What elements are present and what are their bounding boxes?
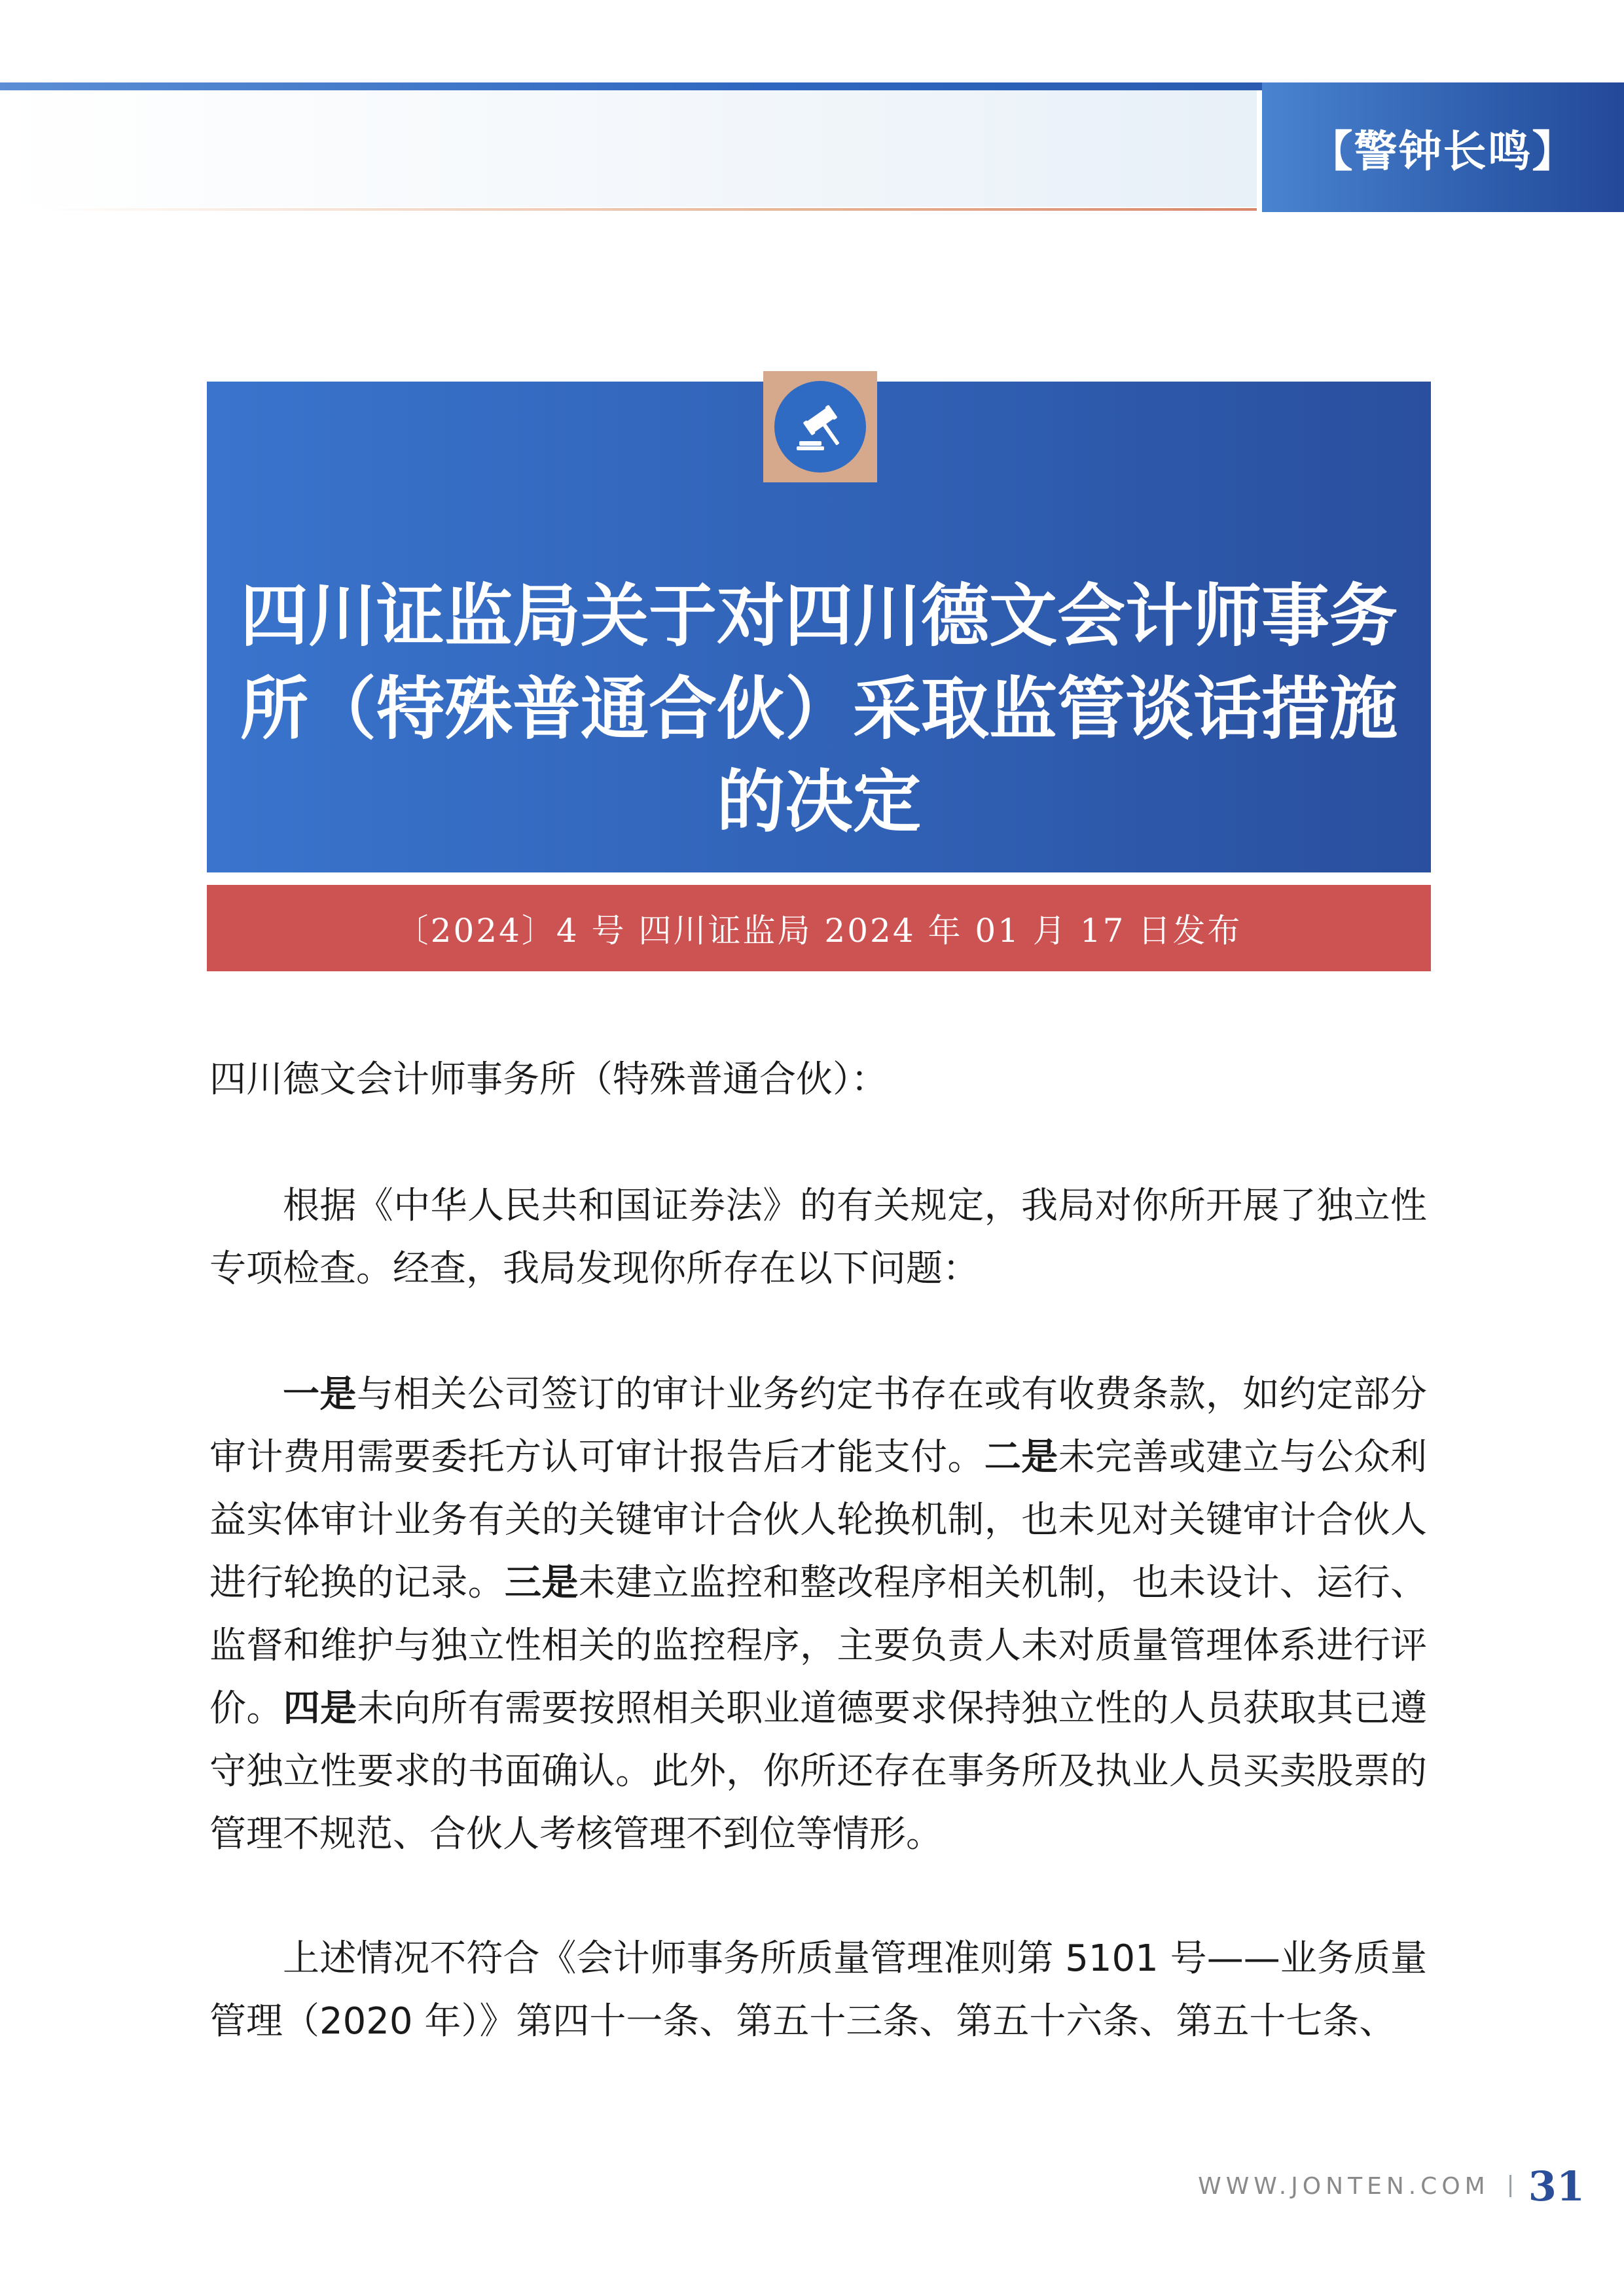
header-band — [0, 90, 1257, 207]
finding-1-text: 与相关公司签订的审计业务约定书存在或有收费条款，如约定部分审计费用需要委托方认可审计报告后才能支付。 — [209, 1373, 1428, 1479]
badge-circle — [774, 381, 866, 473]
finding-1-label: 一是 — [283, 1373, 357, 1416]
gavel-badge — [763, 371, 877, 482]
header-top-rule — [0, 82, 1262, 90]
footer-url: WWW.JONTEN.COM — [1198, 2172, 1490, 2200]
finding-2-text: 未完善或建立与公众利益实体审计业务有关的关键审计合伙人轮换机制，也未见对关键审计合伙人进行轮换的记录。 — [209, 1436, 1427, 1604]
notice-title: 四川证监局关于对四川德文会计师事务所（特殊普通合伙）采取监管谈话措施的决定 — [240, 576, 1398, 842]
footer-divider — [1509, 2175, 1511, 2197]
page-footer — [1198, 2160, 1585, 2212]
finding-4-label: 四是 — [283, 1687, 357, 1730]
paragraph-violations: 上述情况不符合《会计师事务所质量管理准则第 5101 号——业务质量管理（2020 年）》第四十一条、第五十三条、第五十六条、第五十七条、 — [209, 1937, 1427, 2043]
paragraph-background: 根据《中华人民共和国证券法》的有关规定，我局对你所开展了独立性专项检查。经查，我局发现你所存在以下问题： — [209, 1185, 1427, 1290]
salutation: 四川德文会计师事务所（特殊普通合伙）： — [209, 1058, 888, 1101]
paragraph-findings — [209, 1363, 1427, 1866]
section-label: 【警钟长鸣】 — [1262, 82, 1624, 212]
finding-2-label: 二是 — [984, 1436, 1058, 1479]
finding-3-text: 未建立监控和整改程序相关机制，也未设计、运行、监督和维护与独立性相关的监控程序，主要负责人未对质量管理体系进行评价。 — [209, 1562, 1427, 1730]
finding-3-label: 三是 — [505, 1562, 579, 1604]
page-number: 31 — [1528, 2162, 1585, 2210]
finding-4-text: 未向所有需要按照相关职业道德要求保持独立性的人员获取其已遵守独立性要求的书面确认。此外，你所还存在事务所及执业人员买卖股票的管理不规范、合伙人考核管理不到位等情形。 — [209, 1687, 1427, 1856]
header-accent-line — [39, 208, 1257, 211]
gavel-icon — [789, 395, 852, 458]
issue-info-bar: 〔2024〕4 号 四川证监局 2024 年 01 月 17 日发布 — [207, 885, 1431, 971]
